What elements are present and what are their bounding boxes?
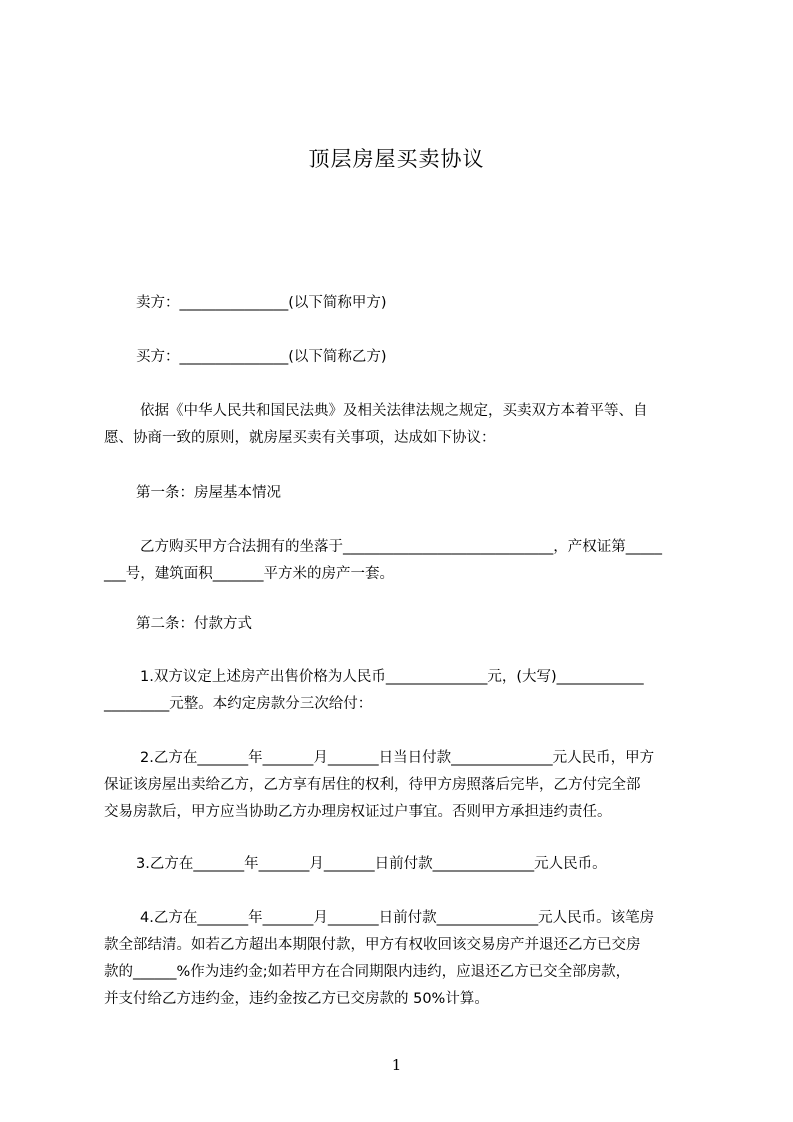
article-2-heading: 第二条：付款方式 (136, 616, 252, 632)
page-number: 1 (391, 1056, 402, 1074)
payment-item-line: 交易房款后，甲方应当协助乙方办理房权证过户事宜。否则甲方承担违约责任。 (104, 804, 612, 820)
payment-item-line: 保证该房屋出卖给乙方，乙方享有居住的权利，待甲方房照落后完毕，乙方付完全部 (104, 777, 641, 793)
payment-item-line: 4.乙方在_______年_______月_______日前付款______________元人民币。该笔房 (140, 910, 655, 926)
payment-item-3: 3.乙方在_______年_______月_______日前付款______________元人民币。 (136, 856, 607, 872)
article-1-line: ___号，建筑面积_______平方米的房产一套。 (104, 566, 394, 582)
article-1-line: 乙方购买甲方合法拥有的坐落于_____________________________，产权证第_____ (140, 539, 662, 555)
payment-item-line: 2.乙方在_______年_______月_______日当日付款______________元人民币，甲方 (140, 750, 655, 766)
intro-line: 愿、协商一致的原则，就房屋买卖有关事项，达成如下协议： (104, 430, 496, 446)
page-title: 顶层房屋买卖协议 (308, 147, 485, 171)
buyer-line: 买方：_______________(以下简称乙方) (136, 349, 387, 365)
article-1-heading: 第一条：房屋基本情况 (136, 485, 281, 501)
seller-line: 卖方：_______________(以下简称甲方) (136, 295, 387, 311)
payment-item-line: 款全部结清。如若乙方超出本期限付款，甲方有权收回该交易房产并退还乙方已交房 (104, 937, 641, 953)
intro-line: 依据《中华人民共和国民法典》及相关法律法规之规定，买卖双方本着平等、自 (140, 403, 648, 419)
payment-item-line: 并支付给乙方违约金，违约金按乙方已交房款的 50%计算。 (104, 991, 489, 1007)
payment-item-line: 款的______%作为违约金;如若甲方在合同期限内违约，应退还乙方已交全部房款， (104, 964, 631, 980)
payment-item-line: _________元整。本约定房款分三次给付： (104, 696, 373, 712)
payment-item-line: 1.双方议定上述房产出售价格为人民币______________元，(大写)____________ (140, 669, 644, 685)
